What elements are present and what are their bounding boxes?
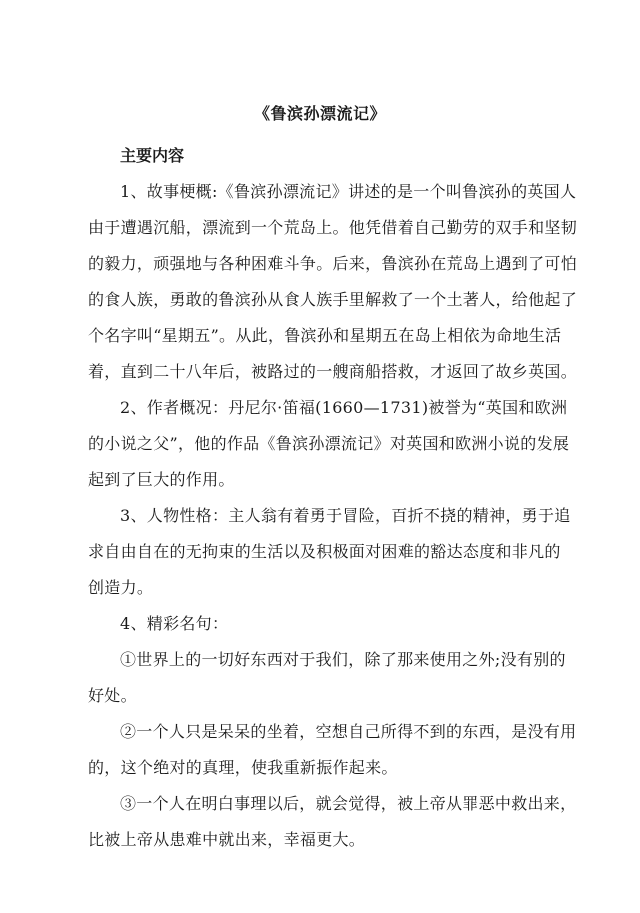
paragraph-line: 的毅力，顽强地与各种困难斗争。后来，鲁滨孙在荒岛上遇到了可怕 bbox=[88, 254, 578, 273]
paragraph-line: 好处。 bbox=[88, 686, 137, 705]
paragraph-line: 的，这个绝对的真理，使我重新振作起来。 bbox=[88, 758, 398, 777]
paragraph-line: 比被上帝从患难中就出来，幸福更大。 bbox=[88, 830, 366, 849]
paragraph-line: 2、作者概况：丹尼尔·笛福(1660—1731)被誉为“英国和欧洲 bbox=[120, 398, 568, 417]
paragraph-character bbox=[88, 498, 571, 606]
document-title: 《鲁滨孙漂流记》 bbox=[253, 104, 386, 123]
paragraph-line: 创造力。 bbox=[88, 578, 154, 597]
paragraph-line: 3、人物性格：主人翁有着勇于冒险，百折不挠的精神，勇于追 bbox=[120, 506, 571, 525]
paragraph-line: ③一个人在明白事理以后，就会觉得，被上帝从罪恶中救出来， bbox=[120, 794, 577, 813]
paragraph-line: 着，直到二十八年后，被路过的一艘商船搭救，才返回了故乡英国。 bbox=[88, 362, 578, 381]
document-body bbox=[88, 138, 578, 858]
section-heading: 主要内容 bbox=[120, 146, 185, 165]
paragraph-line: 求自由自在的无拘束的生活以及积极面对困难的豁达态度和非凡的 bbox=[88, 542, 561, 561]
paragraph-line: 个名字叫“星期五”。从此，鲁滨孙和星期五在岛上相依为命地生活 bbox=[88, 326, 562, 345]
paragraph-line: 的食人族，勇敢的鲁滨孙从食人族手里解救了一个土著人，给他起了 bbox=[88, 290, 578, 309]
paragraph-quotes-heading bbox=[88, 606, 560, 642]
paragraph-line: 的小说之父”，他的作品《鲁滨孙漂流记》对英国和欧洲小说的发展 bbox=[88, 434, 570, 453]
paragraph-line: 起到了巨大的作用。 bbox=[88, 470, 235, 489]
paragraph-synopsis bbox=[88, 174, 578, 390]
quote-item bbox=[88, 786, 577, 858]
paragraph-line: 4、精彩名句： bbox=[120, 614, 229, 633]
paragraph-author bbox=[88, 390, 570, 498]
paragraph-line: ②一个人只是呆呆的坐着，空想自己所得不到的东西，是没有用 bbox=[120, 722, 577, 741]
paragraph-line: 1、故事梗概:《鲁滨孙漂流记》讲述的是一个叫鲁滨孙的英国人 bbox=[120, 182, 577, 201]
quote-item bbox=[88, 642, 566, 714]
paragraph-line: ①世界上的一切好东西对于我们，除了那来使用之外;没有别的 bbox=[120, 650, 566, 669]
paragraph-line: 由于遭遇沉船，漂流到一个荒岛上。他凭借着自己勤劳的双手和坚韧 bbox=[88, 218, 578, 237]
quote-item bbox=[88, 714, 577, 786]
